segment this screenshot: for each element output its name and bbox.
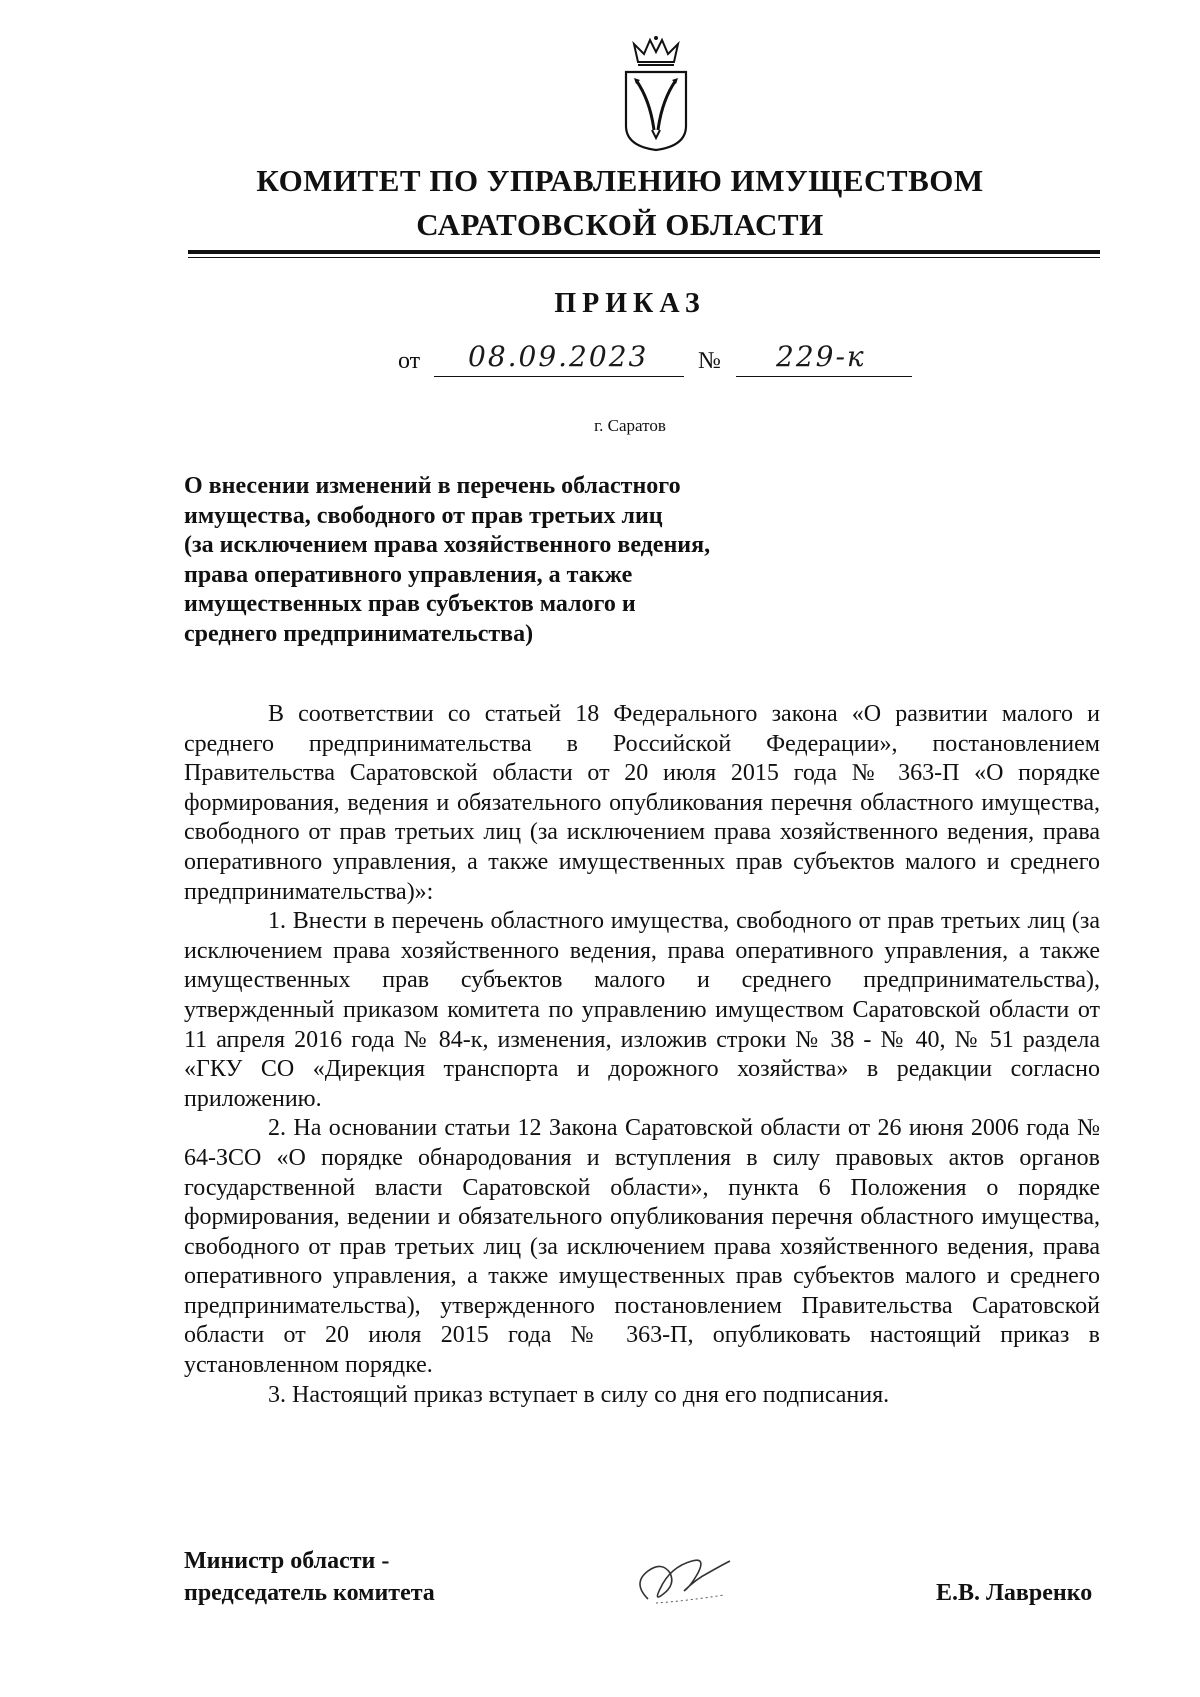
header-divider-thick — [188, 250, 1100, 254]
number-underline — [736, 376, 912, 377]
number-sign: № — [698, 348, 721, 374]
organization-name-line2: САРАТОВСКОЙ ОБЛАСТИ — [416, 207, 824, 242]
order-body — [184, 700, 1100, 1410]
item-1-paragraph: 1. Внести в перечень областного имущества, свободного от прав третьих лиц (за исключением права хозяйственного ведения, права оперативного управления, а также имущественных прав субъектов малого и среднего предпринимательства), утвержденный приказом комитета по управлению имуществом Саратовской области от 11 апреля 2016 года № 84-к, изменения, изложив строки № 38 - № 40, № 51 раздела «ГКУ СО «Дирекция транспорта и дорожного хозяйства» в редакции согласно приложению. — [184, 908, 1100, 1112]
order-subject — [184, 472, 824, 649]
city-line: г. Саратов — [594, 416, 666, 435]
subject-line: (за исключением права хозяйственного ведения, — [184, 532, 711, 558]
subject-line: права оперативного управления, а также — [184, 561, 633, 588]
handwritten-signature — [626, 1543, 746, 1615]
date-prefix: от — [398, 348, 421, 374]
subject-line: имущественных прав субъектов малого и — [184, 591, 636, 617]
order-date-number-row — [398, 340, 918, 380]
subject-line: О внесении изменений в перечень областного — [184, 473, 681, 499]
order-date-handwritten: 08.09.2023 — [468, 340, 649, 373]
signer-name: Е.В. Лавренко — [936, 1580, 1093, 1606]
signer-position-line2: председатель комитета — [184, 1580, 435, 1606]
document-type-title: ПРИКАЗ — [554, 288, 706, 319]
signer-position-line1: Министр области - — [184, 1548, 390, 1574]
item-2-paragraph: 2. На основании статьи 12 Закона Саратовской области от 26 июня 2006 года № 64-ЗСО «О порядке обнародования и вступления в силу правовых актов органов государственной власти Саратовской области», пункта 6 Положения о порядке формирования, ведении и обязательного опубликования перечня областного имущества, свободного от прав третьих лиц (за исключением права хозяйственного ведения, права оперативного управления, а также имущественных прав субъектов малого и среднего предпринимательства), утвержденного постановлением Правительства Саратовской области от 20 июля 2015 года № 363-П, опубликовать настоящий приказ в установленном порядке. — [184, 1115, 1100, 1379]
header-divider-thin — [188, 257, 1100, 258]
date-underline — [434, 376, 684, 377]
signer-position — [184, 1545, 435, 1609]
subject-line: имущества, свободного от прав третьих лиц — [184, 502, 663, 529]
coat-of-arms-icon — [614, 34, 698, 154]
preamble-paragraph: В соответствии со статьей 18 Федерального закона «О развитии малого и среднего предпринимательства в Российской Федерации», постановлением Правительства Саратовской области от 20 июля 2015 года № 363-П «О порядке формирования, ведения и обязательного опубликования перечня областного имущества, свободного от прав третьих лиц (за исключением права хозяйственного ведения, права оперативного управления, а также имущественных прав субъектов малого и среднего предпринимательства)»: — [184, 701, 1100, 905]
item-3-paragraph: 3. Настоящий приказ вступает в силу со дня его подписания. — [268, 1381, 890, 1408]
subject-line: среднего предпринимательства) — [184, 620, 534, 647]
organization-name-line1: КОМИТЕТ ПО УПРАВЛЕНИЮ ИМУЩЕСТВОМ — [256, 163, 984, 198]
order-number-handwritten: 229-к — [776, 340, 866, 373]
